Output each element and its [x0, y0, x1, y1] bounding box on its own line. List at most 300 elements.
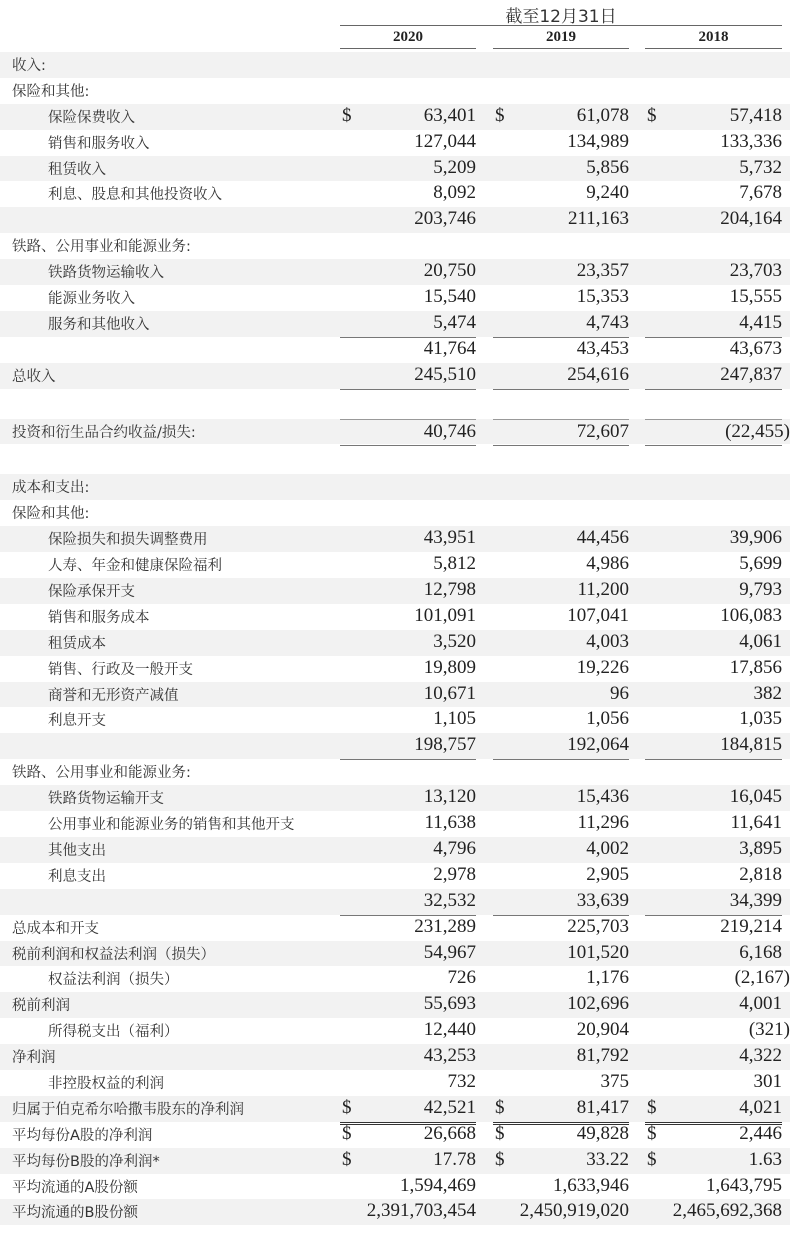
- value-amount: 12,440: [423, 1019, 476, 1041]
- row-label: 公用事业和能源业务的销售和其他开支: [48, 817, 295, 834]
- value-cell-2020: [340, 1199, 476, 1225]
- value-cell-2020: [340, 1018, 476, 1045]
- value-amount: 2,391,703,454: [366, 1200, 476, 1222]
- value-cell-2019: [493, 130, 629, 156]
- value-cell-2019: [493, 785, 629, 811]
- row-label: 平均流通的A股份额: [12, 1179, 138, 1196]
- row-label: 销售、行政及一般开支: [48, 661, 193, 678]
- value-cell-2020: [340, 578, 476, 604]
- value-amount: 96: [610, 682, 629, 704]
- value-amount: 39,906: [729, 527, 782, 549]
- value-cell-2020: [340, 207, 476, 233]
- row-label: 铁路、公用事业和能源业务:: [12, 239, 191, 256]
- value-cell-2018: [645, 552, 782, 578]
- value-amount: 49,828: [576, 1122, 629, 1144]
- value-cell-2019: [493, 915, 629, 942]
- table-row: [0, 1148, 790, 1174]
- value-cell-2019: [493, 604, 629, 630]
- value-cell-2018: [645, 130, 782, 156]
- value-amount: 247,837: [720, 363, 782, 385]
- currency-symbol: $: [342, 104, 352, 126]
- value-cell-2018: [645, 837, 782, 863]
- row-label: 平均每份B股的净利润*: [12, 1153, 160, 1170]
- value-cell-2018: [645, 259, 782, 285]
- row-label: 铁路货物运输收入: [48, 265, 164, 282]
- row-label: 归属于伯克希尔哈撒韦股东的净利润: [12, 1101, 244, 1118]
- value-amount: 33,639: [576, 889, 629, 911]
- value-cell-2020: [340, 733, 476, 760]
- value-amount: 15,540: [423, 286, 476, 308]
- value-cell-2019: [493, 889, 629, 916]
- value-cell-2018: [645, 966, 790, 993]
- value-amount: 15,353: [576, 286, 629, 308]
- value-amount: 134,989: [567, 130, 629, 152]
- value-cell-2019: [493, 1199, 629, 1225]
- value-cell-2019: [493, 1096, 629, 1125]
- value-cell-2020: [340, 811, 476, 837]
- value-cell-2019: [493, 707, 629, 734]
- value-cell-2020: [340, 363, 476, 390]
- value-cell-2019: [493, 578, 629, 604]
- value-cell-2020: [340, 526, 476, 552]
- value-cell-2019: [493, 1018, 629, 1045]
- value-cell-2020: [340, 1122, 476, 1148]
- value-amount: 57,418: [729, 104, 782, 126]
- value-cell-2020: [340, 656, 476, 682]
- value-cell-2020: [340, 682, 476, 708]
- table-row: [0, 578, 790, 604]
- value-amount: 15,436: [576, 786, 629, 808]
- table-row: [0, 707, 790, 733]
- value-amount: 19,809: [423, 656, 476, 678]
- value-amount: 106,083: [720, 604, 782, 626]
- value-cell-2020: [340, 992, 476, 1018]
- row-label: 保险损失和损失调整费用: [48, 532, 208, 549]
- row-label: 权益法利润（损失）: [48, 972, 179, 989]
- table-row: [0, 1096, 790, 1122]
- value-amount: 8,092: [433, 182, 476, 204]
- row-label: 税前利润和权益法利润（损失）: [12, 946, 215, 963]
- value-amount: 43,673: [729, 337, 782, 359]
- value-cell-2018: [645, 1044, 782, 1070]
- table-header: [0, 0, 800, 52]
- row-label: 保险和其他:: [12, 83, 90, 100]
- value-cell-2019: [493, 992, 629, 1018]
- value-cell-2020: [340, 104, 476, 130]
- value-amount: 11,200: [577, 579, 629, 601]
- table-row: [0, 1070, 790, 1096]
- value-cell-2019: [493, 419, 629, 447]
- value-cell-2019: [493, 104, 629, 130]
- row-label: 能源业务收入: [48, 291, 135, 308]
- row-label: 利息支出: [48, 868, 106, 885]
- value-amount: 4,322: [739, 1045, 782, 1067]
- table-row: [0, 966, 790, 992]
- value-amount: 245,510: [414, 363, 476, 385]
- value-cell-2018: [645, 104, 782, 130]
- value-cell-2018: [645, 863, 782, 890]
- row-label: 商誉和无形资产减值: [48, 687, 179, 704]
- year-divider: [645, 48, 782, 49]
- value-amount: 72,607: [576, 420, 629, 442]
- value-amount: 81,792: [576, 1045, 629, 1067]
- value-cell-2019: [493, 1070, 629, 1097]
- currency-symbol: $: [647, 1148, 657, 1170]
- value-cell-2020: [340, 259, 476, 285]
- value-cell-2020: [340, 966, 476, 993]
- currency-symbol: $: [647, 1096, 657, 1118]
- value-amount: 3,895: [739, 837, 782, 859]
- row-label: 净利润: [12, 1050, 56, 1067]
- period-title: 截至12月31日: [505, 7, 617, 27]
- value-cell-2019: [493, 630, 629, 656]
- value-amount: 12,798: [423, 579, 476, 601]
- value-cell-2019: [493, 207, 629, 233]
- value-cell-2020: [340, 915, 476, 942]
- value-amount: 6,168: [739, 941, 782, 963]
- table-row: [0, 363, 790, 389]
- value-cell-2019: [493, 1044, 629, 1070]
- value-amount: (321): [748, 1019, 790, 1041]
- value-cell-2018: [645, 207, 782, 233]
- value-cell-2019: [493, 363, 629, 390]
- value-cell-2019: [493, 552, 629, 578]
- value-cell-2019: [493, 656, 629, 682]
- row-label: 保险和其他:: [12, 506, 90, 523]
- value-amount: 2,818: [739, 863, 782, 885]
- value-amount: 54,967: [423, 941, 476, 963]
- value-amount: 5,699: [739, 553, 782, 575]
- value-amount: 2,905: [586, 863, 629, 885]
- value-cell-2018: [645, 941, 782, 967]
- value-amount: 102,696: [567, 993, 629, 1015]
- table-row: [0, 915, 790, 941]
- currency-symbol: $: [342, 1096, 352, 1118]
- value-cell-2018: [645, 630, 782, 656]
- row-label: 铁路、公用事业和能源业务:: [12, 765, 191, 782]
- value-amount: 17,856: [729, 656, 782, 678]
- table-row: [0, 207, 790, 233]
- value-cell-2020: [340, 837, 476, 863]
- value-amount: 5,812: [433, 553, 476, 575]
- value-amount: 726: [447, 967, 476, 989]
- table-row: [0, 259, 790, 285]
- value-cell-2020: [340, 1070, 476, 1097]
- table-row: [0, 889, 790, 915]
- value-cell-2018: [645, 181, 782, 208]
- table-row: [0, 1018, 790, 1044]
- table-row: [0, 656, 790, 682]
- table-row: [0, 156, 790, 182]
- row-label: 投资和衍生品合约收益/损失:: [12, 424, 196, 441]
- value-cell-2020: [340, 285, 476, 311]
- value-amount: 4,415: [739, 311, 782, 333]
- value-amount: 2,465,692,368: [672, 1200, 782, 1222]
- value-amount: 43,253: [423, 1045, 476, 1067]
- period-divider: [340, 25, 782, 26]
- value-cell-2019: [493, 811, 629, 837]
- table-row: [0, 181, 790, 207]
- value-cell-2019: [493, 1122, 629, 1148]
- value-amount: 4,002: [586, 837, 629, 859]
- value-amount: 15,555: [729, 286, 782, 308]
- table-row: [0, 837, 790, 863]
- value-cell-2020: [340, 1148, 476, 1174]
- value-amount: 20,750: [423, 260, 476, 282]
- value-amount: 5,209: [433, 156, 476, 178]
- currency-symbol: $: [342, 1148, 352, 1170]
- row-label: 非控股权益的利润: [48, 1075, 164, 1092]
- value-amount: 40,746: [423, 420, 476, 442]
- value-amount: 101,091: [414, 604, 476, 626]
- table-row: [0, 130, 790, 156]
- value-amount: 17.78: [433, 1148, 476, 1170]
- value-amount: 61,078: [576, 104, 629, 126]
- value-cell-2020: [340, 863, 476, 890]
- value-cell-2018: [645, 1199, 782, 1225]
- value-cell-2020: [340, 630, 476, 656]
- value-cell-2018: [645, 604, 782, 630]
- table-row: [0, 311, 790, 337]
- value-amount: 11,641: [730, 812, 782, 834]
- value-cell-2018: [645, 526, 782, 552]
- value-cell-2018: [645, 1174, 782, 1200]
- value-cell-2018: [645, 785, 782, 811]
- value-amount: 1,633,946: [553, 1174, 629, 1196]
- row-label: 所得税支出（福利）: [48, 1024, 179, 1041]
- section-heading-row: [0, 759, 790, 785]
- value-amount: 382: [753, 682, 782, 704]
- value-cell-2018: [645, 992, 782, 1018]
- value-amount: 375: [600, 1070, 629, 1092]
- value-amount: 26,668: [423, 1122, 476, 1144]
- value-cell-2018: [645, 1070, 782, 1097]
- value-amount: 101,520: [567, 941, 629, 963]
- value-amount: 5,856: [586, 156, 629, 178]
- value-amount: 44,456: [576, 527, 629, 549]
- section-heading-row: [0, 52, 790, 78]
- table-row: [0, 1044, 790, 1070]
- value-amount: 81,417: [576, 1096, 629, 1118]
- value-amount: 16,045: [729, 786, 782, 808]
- value-amount: 4,061: [739, 630, 782, 652]
- value-amount: 1,176: [586, 967, 629, 989]
- value-cell-2018: [645, 811, 782, 837]
- value-cell-2019: [493, 941, 629, 967]
- table-row: [0, 682, 790, 708]
- value-amount: 2,450,919,020: [519, 1200, 629, 1222]
- table-row: [0, 1199, 790, 1225]
- value-cell-2020: [340, 1174, 476, 1200]
- value-cell-2020: [340, 130, 476, 156]
- row-label: 销售和服务收入: [48, 135, 150, 152]
- value-amount: 254,616: [567, 363, 629, 385]
- row-label: 保险保费收入: [48, 109, 135, 126]
- value-amount: 2,978: [433, 863, 476, 885]
- value-cell-2018: [645, 733, 782, 760]
- value-amount: 23,357: [576, 260, 629, 282]
- value-amount: 1,035: [739, 708, 782, 730]
- value-amount: 4,796: [433, 837, 476, 859]
- value-amount: 34,399: [729, 889, 782, 911]
- value-amount: (22,455): [725, 420, 790, 442]
- value-amount: 32,532: [423, 889, 476, 911]
- currency-symbol: $: [495, 1122, 505, 1144]
- value-amount: 3,520: [433, 630, 476, 652]
- value-cell-2020: [340, 707, 476, 734]
- value-amount: 33.22: [586, 1148, 629, 1170]
- value-cell-2019: [493, 1174, 629, 1200]
- value-cell-2019: [493, 1148, 629, 1174]
- value-amount: 225,703: [567, 915, 629, 937]
- value-cell-2019: [493, 311, 629, 338]
- value-amount: 41,764: [423, 337, 476, 359]
- value-cell-2019: [493, 526, 629, 552]
- value-amount: 203,746: [414, 208, 476, 230]
- value-amount: 13,120: [423, 786, 476, 808]
- value-amount: 4,743: [586, 311, 629, 333]
- value-cell-2018: [645, 578, 782, 604]
- currency-symbol: $: [647, 1122, 657, 1144]
- income-statement-table: [0, 52, 800, 1225]
- value-cell-2020: [340, 941, 476, 967]
- value-amount: 10,671: [423, 682, 476, 704]
- section-heading-row: [0, 233, 790, 259]
- value-cell-2018: [645, 311, 782, 338]
- table-row: [0, 992, 790, 1018]
- value-cell-2020: [340, 311, 476, 338]
- table-row: [0, 337, 790, 363]
- value-cell-2019: [493, 156, 629, 182]
- value-amount: 732: [447, 1070, 476, 1092]
- table-row: [0, 733, 790, 759]
- row-label: 利息、股息和其他投资收入: [48, 187, 222, 204]
- currency-symbol: $: [495, 1148, 505, 1170]
- row-label: 税前利润: [12, 998, 70, 1015]
- value-amount: 43,951: [423, 527, 476, 549]
- value-amount: 7,678: [739, 182, 782, 204]
- value-amount: 9,240: [586, 182, 629, 204]
- section-heading-row: [0, 78, 790, 104]
- value-cell-2018: [645, 1096, 782, 1125]
- value-cell-2019: [493, 837, 629, 863]
- row-label: 收入:: [12, 58, 46, 74]
- table-row: [0, 630, 790, 656]
- table-row: [0, 285, 790, 311]
- value-cell-2019: [493, 966, 629, 993]
- row-label: 成本和支出:: [12, 480, 90, 497]
- value-amount: 1,594,469: [400, 1174, 476, 1196]
- row-label: 其他支出: [48, 842, 106, 859]
- value-amount: 4,986: [586, 553, 629, 575]
- value-amount: 55,693: [423, 993, 476, 1015]
- value-cell-2019: [493, 181, 629, 208]
- value-amount: 11,296: [577, 812, 629, 834]
- value-amount: 211,163: [567, 208, 629, 230]
- year-divider: [493, 48, 629, 49]
- value-cell-2018: [645, 337, 782, 364]
- year-2018-heading: 2018: [698, 29, 729, 45]
- table-row: [0, 785, 790, 811]
- currency-symbol: $: [647, 104, 657, 126]
- value-amount: 1,056: [586, 708, 629, 730]
- row-label: 铁路货物运输开支: [48, 791, 164, 808]
- value-cell-2020: [340, 889, 476, 916]
- value-amount: 231,289: [414, 915, 476, 937]
- value-cell-2018: [645, 363, 782, 390]
- value-cell-2018: [645, 1018, 790, 1045]
- value-cell-2019: [493, 863, 629, 890]
- value-amount: 4,003: [586, 630, 629, 652]
- value-amount: 23,703: [729, 260, 782, 282]
- table-row: [0, 104, 790, 130]
- value-amount: 127,044: [414, 130, 476, 152]
- value-amount: (2,167): [734, 967, 790, 989]
- value-amount: 198,757: [414, 734, 476, 756]
- value-amount: 11,638: [424, 812, 476, 834]
- currency-symbol: $: [495, 1096, 505, 1118]
- table-row: [0, 863, 790, 889]
- value-cell-2018: [645, 682, 782, 708]
- value-amount: 1,105: [433, 708, 476, 730]
- value-cell-2019: [493, 733, 629, 760]
- section-heading-row: [0, 500, 790, 526]
- value-amount: 1.63: [748, 1148, 782, 1170]
- table-row: [0, 1122, 790, 1148]
- value-amount: 133,336: [720, 130, 782, 152]
- value-amount: 42,521: [423, 1096, 476, 1118]
- row-label: 总收入: [12, 368, 56, 385]
- table-row: [0, 419, 790, 445]
- value-amount: 5,474: [433, 311, 476, 333]
- value-amount: 9,793: [739, 579, 782, 601]
- value-cell-2019: [493, 285, 629, 311]
- year-divider: [340, 48, 476, 49]
- value-amount: 204,164: [720, 208, 782, 230]
- table-row: [0, 1174, 790, 1200]
- row-label: 人寿、年金和健康保险福利: [48, 558, 222, 575]
- value-cell-2020: [340, 1044, 476, 1070]
- value-amount: 20,904: [576, 1019, 629, 1041]
- value-cell-2019: [493, 259, 629, 285]
- value-amount: 19,226: [576, 656, 629, 678]
- value-cell-2020: [340, 337, 476, 364]
- table-row: [0, 552, 790, 578]
- row-label: 销售和服务成本: [48, 609, 150, 626]
- value-cell-2020: [340, 604, 476, 630]
- value-amount: 301: [753, 1070, 782, 1092]
- value-cell-2019: [493, 337, 629, 364]
- row-label: 平均流通的B股份额: [12, 1205, 138, 1222]
- value-amount: 219,214: [720, 915, 782, 937]
- value-amount: 184,815: [720, 734, 782, 756]
- row-label: 租赁成本: [48, 635, 106, 652]
- spacer-row: [0, 389, 790, 419]
- value-amount: 107,041: [567, 604, 629, 626]
- spacer-row: [0, 444, 790, 474]
- value-amount: 1,643,795: [706, 1174, 782, 1196]
- value-amount: 5,732: [739, 156, 782, 178]
- value-amount: 43,453: [576, 337, 629, 359]
- value-cell-2018: [645, 419, 790, 447]
- table-row: [0, 811, 790, 837]
- section-heading-row: [0, 474, 790, 500]
- currency-symbol: $: [342, 1122, 352, 1144]
- value-amount: 4,021: [739, 1096, 782, 1118]
- value-cell-2018: [645, 889, 782, 916]
- value-cell-2018: [645, 156, 782, 182]
- currency-symbol: $: [495, 104, 505, 126]
